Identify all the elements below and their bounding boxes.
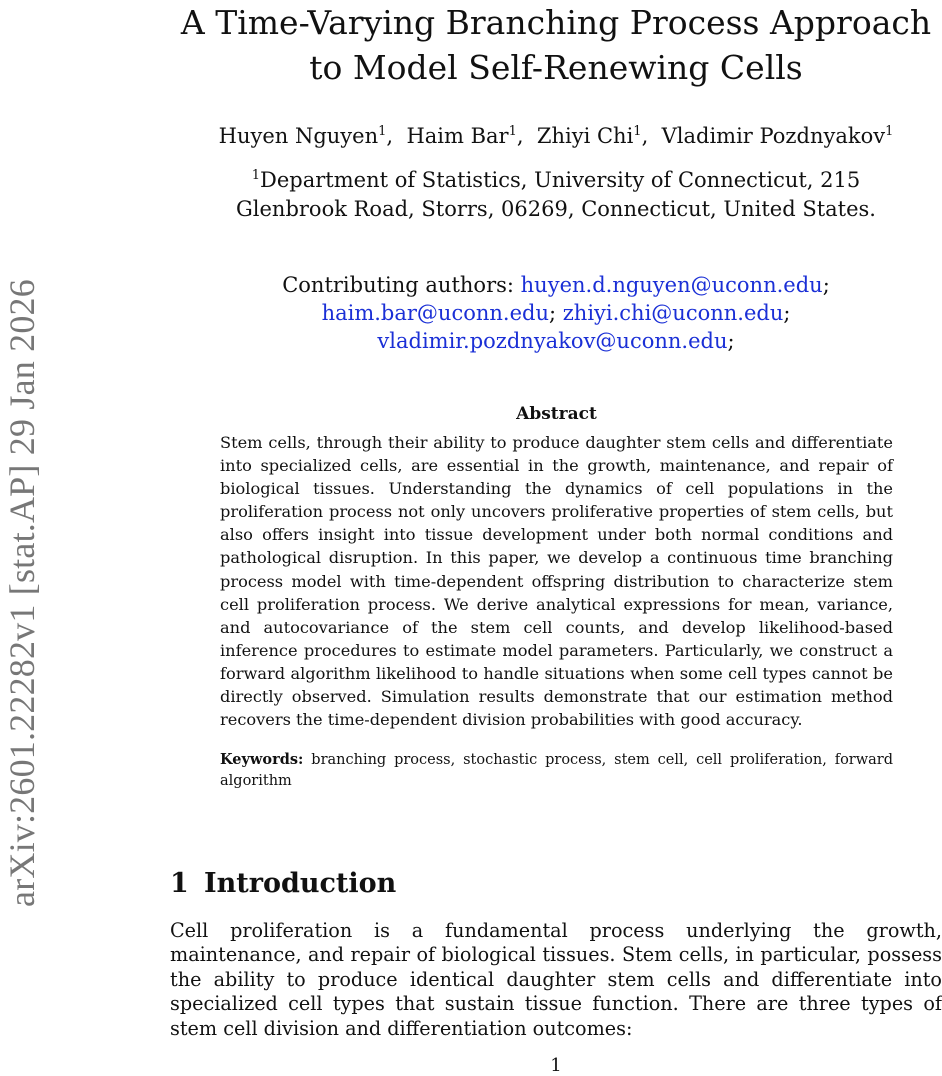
affiliation-mark: 1 xyxy=(885,124,894,139)
contrib-label: Contributing authors: xyxy=(282,273,514,297)
section-heading xyxy=(170,866,396,902)
keywords-text: branching process, stochastic process, stem cell, cell proliferation, forward algorithm xyxy=(220,752,894,789)
keywords-label: Keywords: xyxy=(220,751,304,768)
keywords xyxy=(220,749,893,792)
affiliation xyxy=(200,166,912,224)
introduction-paragraph: Cell proliferation is a fundamental process underlying the growth, maintenance, and repair of biological tissues. Stem cells, in particular, possess the ability to produce identical daughter stem cells and differentiate into specialized cell types that sustain tissue function. There are three types of stem cell division and differentiation outcomes: xyxy=(170,919,942,1040)
email-separator: ; xyxy=(822,273,830,297)
abstract-heading: Abstract xyxy=(516,404,597,424)
arxiv-sidebar xyxy=(2,222,42,964)
author-name: Haim Bar xyxy=(406,124,509,148)
affiliation-mark: 1 xyxy=(378,124,387,139)
paper-title: A Time-Varying Branching Process Approach to Model Self-Renewing Cells xyxy=(180,3,932,87)
email-separator: ; xyxy=(727,329,735,353)
email-separator: ; xyxy=(548,301,557,325)
abstract-text: Stem cells, through their ability to produce daughter stem cells and differentiate into specialized cells, are essential in the growth, maintenance, and repair of biological tissues. Understanding the dynamics of cell populations in the proliferation process not only uncovers proliferative properties of stem cells, but also offers insight into tissue development under both normal conditions and pathological disruption. In this paper, we develop a continuous time branching process model with time-dependent offspring distribution to characterize stem cell proliferation process. We derive analytical expressions for mean, variance, and autocovariance of the stem cell counts, and develop likelihood-based inference procedures to estimate model parameters. Particularly, we construct a forward algorithm likelihood to handle situations when some cell types cannot be directly observed. Simulation results demonstrate that our estimation method recovers the time-dependent division probabilities with good accuracy. xyxy=(220,433,893,730)
email-separator: ; xyxy=(783,301,791,325)
affiliation-mark: 1 xyxy=(251,168,261,183)
author-name: Vladimir Pozdnyakov xyxy=(661,124,886,148)
author-name: Huyen Nguyen xyxy=(218,124,379,148)
page-number: 1 xyxy=(550,1055,562,1076)
email-link[interactable]: huyen.d.nguyen@uconn.edu xyxy=(520,273,823,297)
email-link[interactable]: zhiyi.chi@uconn.edu xyxy=(562,301,784,325)
affiliation-text: Department of Statistics, University of Connecticut, 215 Glenbrook Road, Storrs, 06269, Connecticut, United States. xyxy=(236,168,876,221)
email-link[interactable]: vladimir.pozdnyakov@uconn.edu xyxy=(377,329,728,353)
affiliation-mark: 1 xyxy=(633,124,642,139)
arxiv-identifier: arXiv:2601.22282v1 [stat.AP] 29 Jan 2026 xyxy=(2,279,42,907)
section-number: 1 xyxy=(170,868,189,899)
contributing-authors xyxy=(200,271,912,355)
section-title: Introduction xyxy=(204,868,397,899)
affiliation-mark: 1 xyxy=(508,124,517,139)
author-list: Huyen Nguyen$^1$, Haim Bar$^1$, Zhiyi Chi$^1$, Vladimir Pozdnyakov$^1$ xyxy=(218,124,894,148)
email-link[interactable]: haim.bar@uconn.edu xyxy=(321,301,549,325)
author-name: Zhiyi Chi xyxy=(536,124,634,148)
